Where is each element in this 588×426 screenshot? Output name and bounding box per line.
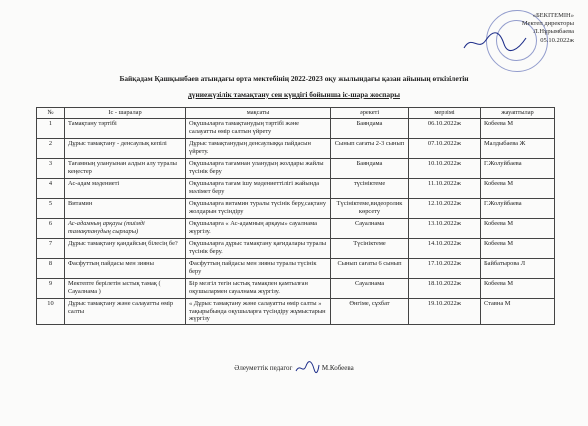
cell-goal: Оқушыларға тағам ішу мәдениеттілігі жайында мәлімет беру xyxy=(186,179,331,199)
cell-date: 14.10.2022ж xyxy=(409,239,481,259)
table-row xyxy=(37,179,555,199)
cell-event: Витамин xyxy=(65,199,186,219)
table-row xyxy=(37,239,555,259)
events-plan-table xyxy=(36,107,555,325)
cell-date: 11.10.2022ж xyxy=(409,179,481,199)
table-header-row xyxy=(37,108,555,119)
cell-date: 18.10.2022ж xyxy=(409,279,481,299)
cell-date: 10.10.2022ж xyxy=(409,159,481,179)
cell-responsible: Малдыбаева Ж xyxy=(481,139,555,159)
cell-action: Өнгіме, сұхбат xyxy=(331,299,409,325)
cell-date: 06.10.2022ж xyxy=(409,119,481,139)
cell-date: 19.10.2022ж xyxy=(409,299,481,325)
cell-num: 2 xyxy=(37,139,65,159)
cell-event: Дұрыс тамақтану - денсаулық кепілі xyxy=(65,139,186,159)
cell-goal: « Дұрыс тамақтану және салауатты өмір салты » тақырыбында оқушыларға түсіндіру жұмыстарын жүргізу xyxy=(186,299,331,325)
table-row xyxy=(37,259,555,279)
cell-event: Дұрыс тамақтану қандайсың білесің бе? xyxy=(65,239,186,259)
cell-num: 7 xyxy=(37,239,65,259)
document-subtitle: дүниежүзілік тамақтану сен күндігі бойынша іс-шара жоспары xyxy=(188,90,400,99)
cell-responsible: Г.Жолуйбаева xyxy=(481,199,555,219)
table-row xyxy=(37,279,555,299)
cell-num: 6 xyxy=(37,219,65,239)
table-row xyxy=(37,159,555,179)
cell-date: 07.10.2022ж xyxy=(409,139,481,159)
cell-goal: Фасфуттың пайдасы мен зияны туралы түсінік беру xyxy=(186,259,331,279)
cell-num: 5 xyxy=(37,199,65,219)
cell-responsible: Г.Жолуйбаева xyxy=(481,159,555,179)
cell-action: түсініктеме xyxy=(331,179,409,199)
pedagogue-signature xyxy=(294,361,320,375)
table-row xyxy=(37,199,555,219)
approval-block xyxy=(456,12,574,45)
footer-signature-line xyxy=(0,361,588,375)
cell-date: 12.10.2022ж xyxy=(409,199,481,219)
cell-event: Ас-адам мәдениеті xyxy=(65,179,186,199)
cell-responsible: Байбатырова Л xyxy=(481,259,555,279)
cell-responsible: Кобеева М xyxy=(481,219,555,239)
cell-num: 1 xyxy=(37,119,65,139)
cell-num: 3 xyxy=(37,159,65,179)
header-event: Іс - шаралар xyxy=(65,108,186,119)
cell-goal: Дұрыс тамақтанудың денсаулыққа пайдасын үйрету. xyxy=(186,139,331,159)
cell-action: Сынып сағаты 6 сынып xyxy=(331,259,409,279)
approval-date: 05.10.2022ж xyxy=(540,36,574,44)
cell-responsible: Кобеева М xyxy=(481,239,555,259)
cell-event: Ас-адамның арқауы (тиімді тамақтанудың сырлары) xyxy=(65,219,186,239)
cell-action: Баяндама xyxy=(331,119,409,139)
cell-goal: Оқушыларға тағамнан уланудың жолдары жайлы түсінік беру xyxy=(186,159,331,179)
cell-num: 9 xyxy=(37,279,65,299)
document-title: Байқадам Қашқынбаев атындағы орта мектебінің 2022-2023 оқу жылындағы қазан айының өткізілетін xyxy=(119,74,469,83)
table-row xyxy=(37,219,555,239)
header-num: № xyxy=(37,108,65,119)
footer-role: Әлеуметтік педагог xyxy=(234,364,293,372)
cell-goal: Бір мезгіл тегін ыстық тамақпен қамтылған оқушылармен сауалнама жүргізу. xyxy=(186,279,331,299)
cell-responsible: Кобеева М xyxy=(481,179,555,199)
cell-action: Сауалнама xyxy=(331,219,409,239)
cell-action: Түсініктеме,видеоролик көрсету xyxy=(331,199,409,219)
cell-date: 17.10.2022ж xyxy=(409,259,481,279)
approval-position: Мектеп директоры xyxy=(521,20,574,28)
cell-responsible: Ставна М xyxy=(481,299,555,325)
cell-event: Тамақтану тәртібі xyxy=(65,119,186,139)
header-action: әрекеті xyxy=(331,108,409,119)
cell-goal: Оқушыларға дұрыс тамақтану қағидалары туралы түсінік беру. xyxy=(186,239,331,259)
cell-action: Сауалнама xyxy=(331,279,409,299)
cell-event: Дұрыс тамақтану және салауатты өмір салты xyxy=(65,299,186,325)
cell-date: 13.10.2022ж xyxy=(409,219,481,239)
cell-event: Мектепте берілетін ыстық тамақ ( Сауалнама ) xyxy=(65,279,186,299)
cell-num: 4 xyxy=(37,179,65,199)
table-row xyxy=(37,119,555,139)
cell-num: 10 xyxy=(37,299,65,325)
footer-name: М.Кобеева xyxy=(321,364,354,372)
approval-name: Л.Нұрымбаева xyxy=(533,28,574,36)
cell-goal: Оқушыларға « Ас-адамның арқауы» сауалнама жүргізу. xyxy=(186,219,331,239)
cell-num: 8 xyxy=(37,259,65,279)
header-responsible: жауаптылар xyxy=(481,108,555,119)
header-goal: мақсаты xyxy=(186,108,331,119)
cell-responsible: Кобеева М xyxy=(481,119,555,139)
header-date: мерзімі xyxy=(409,108,481,119)
cell-responsible: Кобеева М xyxy=(481,279,555,299)
cell-action: Баяндама xyxy=(331,159,409,179)
cell-action: Сынып сағаты 2-3 сынып xyxy=(331,139,409,159)
approval-heading: «БЕКІТЕМІН» xyxy=(532,12,574,19)
cell-goal: Оқушыларға витамин туралы түсінік беру,сақтану жолдарын түсіндіру xyxy=(186,199,331,219)
cell-goal: Оқушыларға тамақтанудың тәртібі және салауатты өмір салтын үйрету xyxy=(186,119,331,139)
table-row xyxy=(37,299,555,325)
table-row xyxy=(37,139,555,159)
cell-event: Фасфуттың пайдасы мен зияны xyxy=(65,259,186,279)
cell-event: Тағамның улануынан алдын алу туралы кеңестер xyxy=(65,159,186,179)
cell-action: Түсініктеме xyxy=(331,239,409,259)
